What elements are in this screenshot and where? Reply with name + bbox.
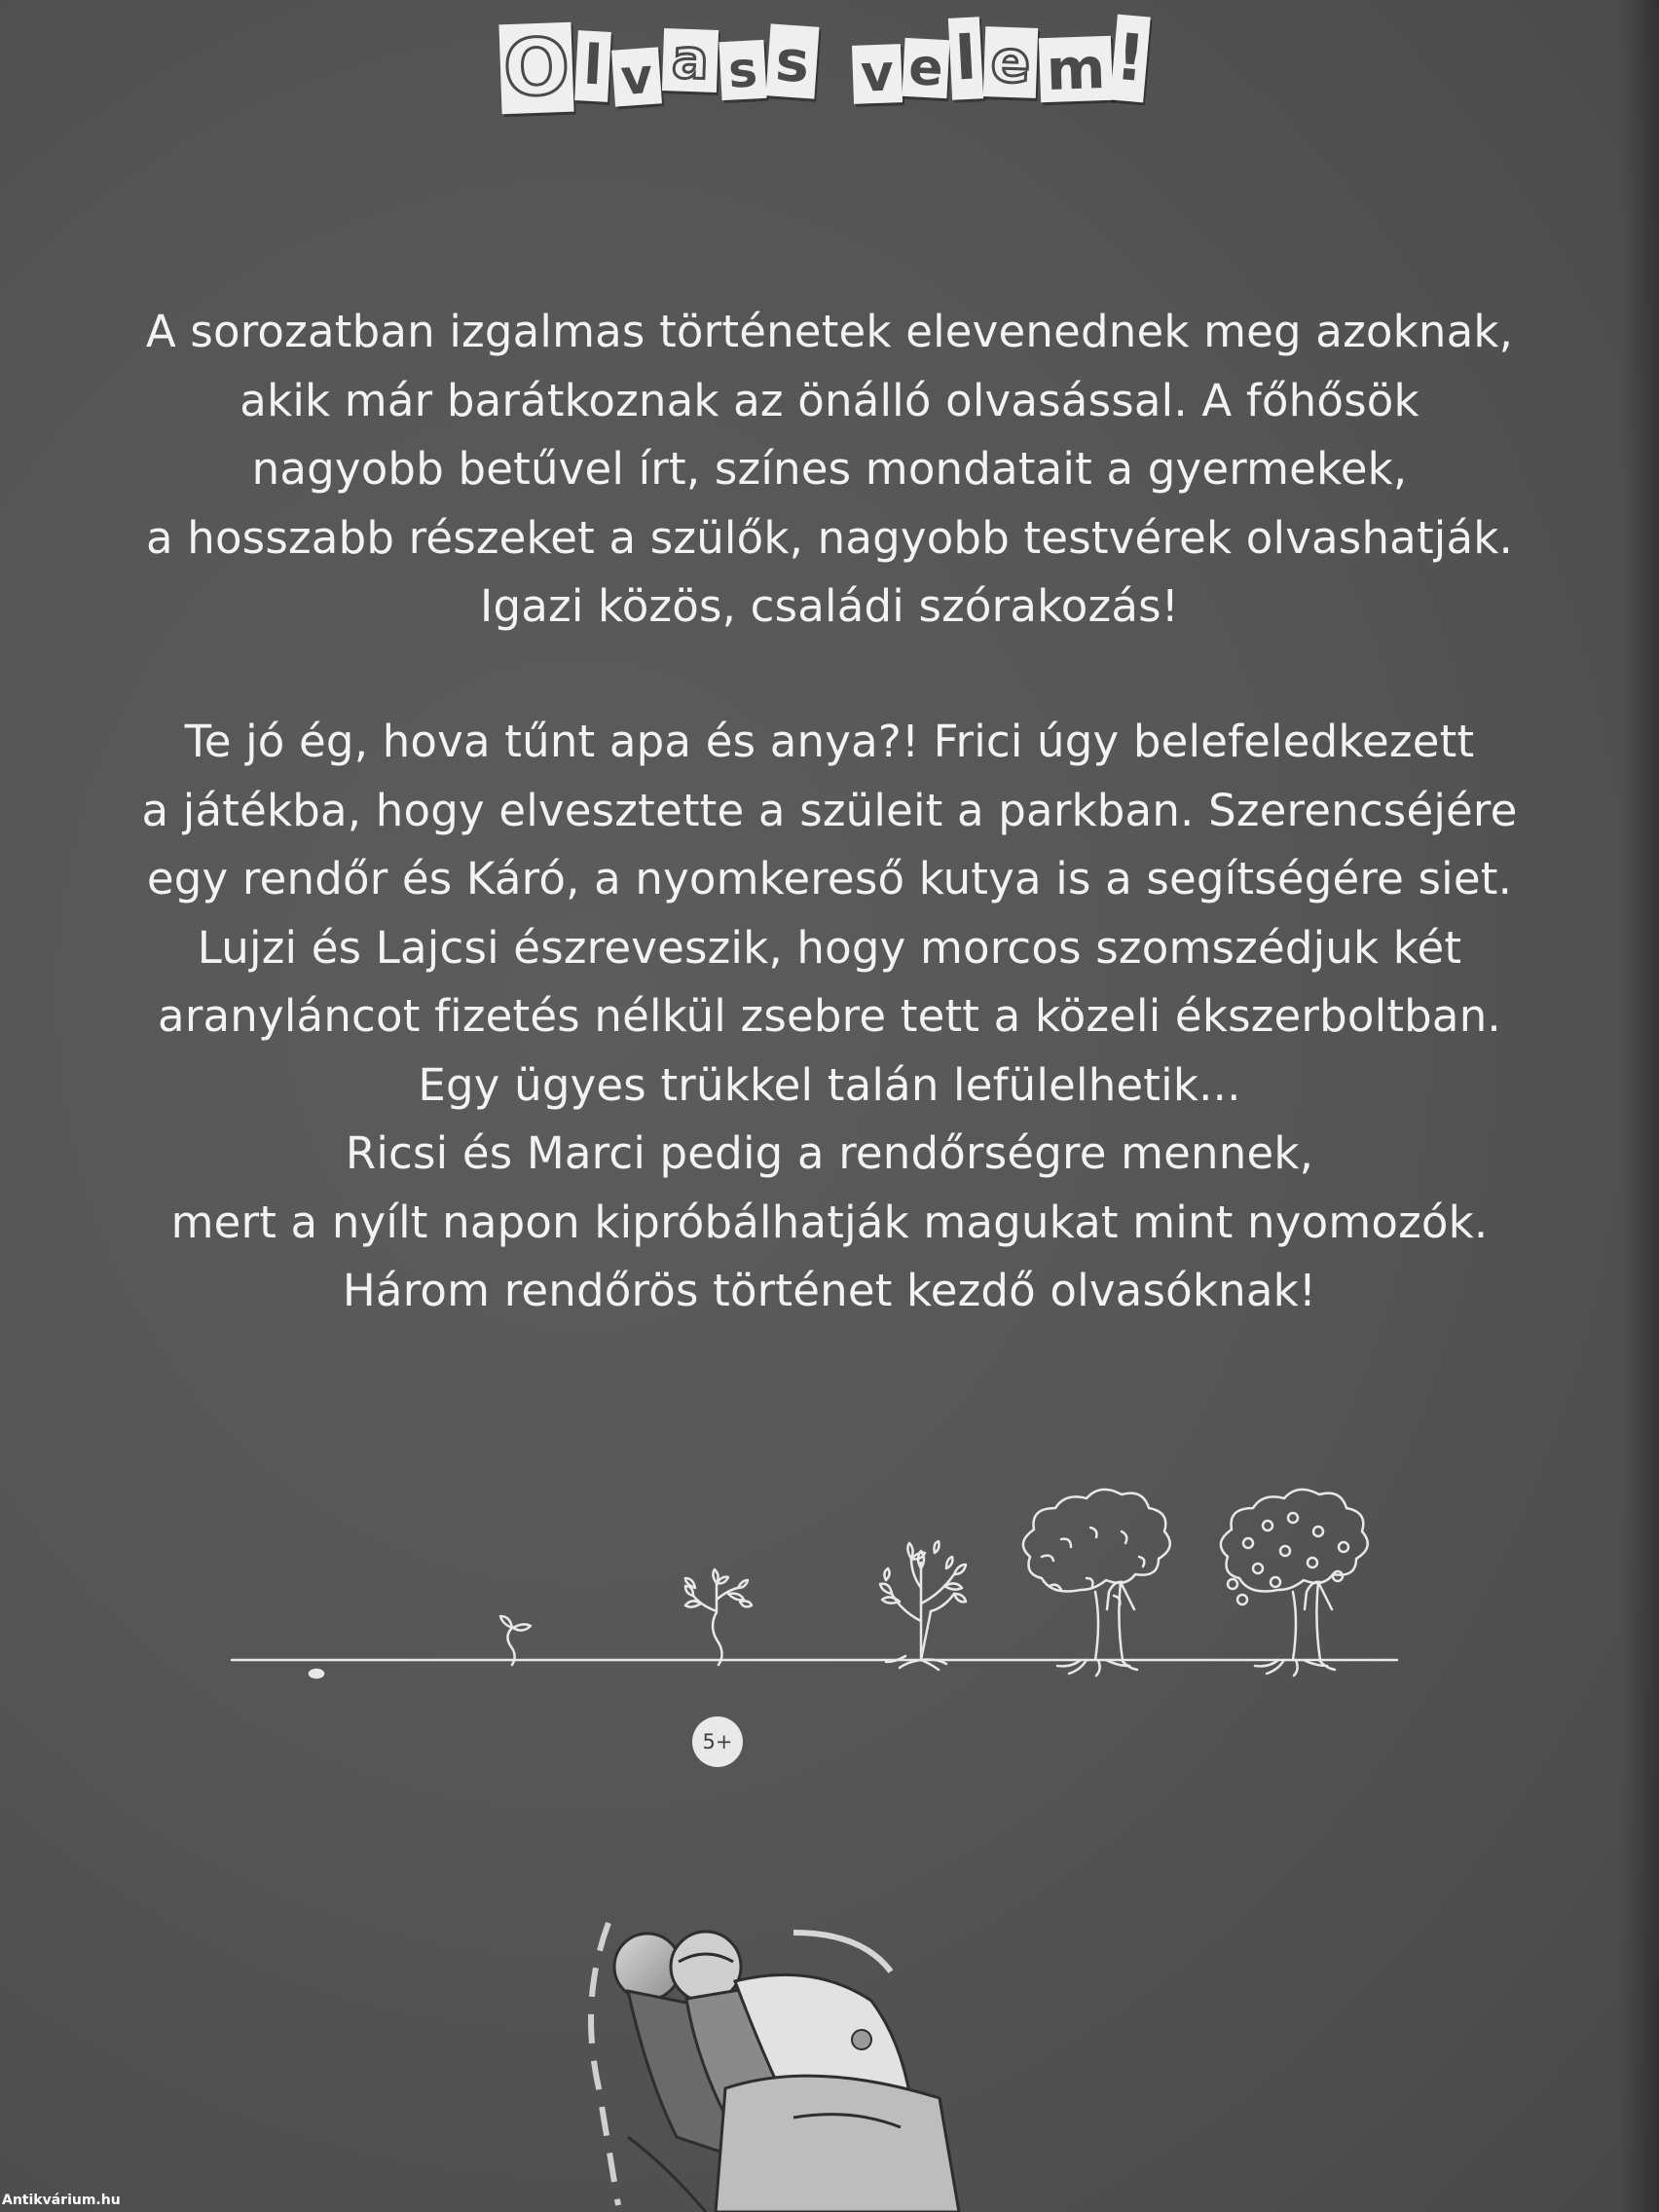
title-letter-tile: l <box>948 17 983 100</box>
text-line: aranyláncot fizetés nélkül zsebre tett a közeli ékszerboltban. <box>158 990 1501 1042</box>
text-line: a játékba, hogy elvesztette a szüleit a parkban. Szerencséjére <box>141 784 1518 836</box>
young-tree-icon <box>880 1541 966 1670</box>
title-letter-tile: l <box>574 30 611 102</box>
seedling-icon <box>685 1569 752 1665</box>
age-badge-label: 5+ <box>702 1730 733 1753</box>
seed-icon <box>310 1670 323 1677</box>
text-line: mert a nyílt napon kipróbálhatják magukat mint nyomozók. <box>170 1196 1489 1248</box>
fruit-tree-icon <box>1221 1490 1368 1676</box>
watermark: Antikvárium.hu <box>2 2193 121 2208</box>
title-letter-tile: s <box>719 40 766 100</box>
title-letter-tile: s <box>765 23 819 98</box>
text-line: A sorozatban izgalmas történetek elevenednek meg azoknak, <box>145 306 1514 357</box>
text-line: Te jó ég, hova tűnt apa és anya?! Frici úgy belefeledkezett <box>184 716 1475 767</box>
title-letter-tile: v <box>852 44 903 104</box>
title-letter-tile: O <box>498 22 573 115</box>
text-line: Egy ügyes trükkel talán lefülelhetik... <box>418 1058 1241 1111</box>
title-letter-tile: e <box>902 38 949 98</box>
text-line: Igazi közös, családi szórakozás! <box>480 580 1179 632</box>
title-letter-tile: v <box>611 47 662 106</box>
text-line: Lujzi és Lajcsi észreveszik, hogy morcos szomszédjuk két <box>197 921 1462 974</box>
police-motorcycle-illustration <box>570 1894 1017 2212</box>
text-line: egy rendőr és Káró, a nyomkereső kutya is a segítségére siet. <box>146 853 1513 904</box>
title-letter-tile: e <box>983 26 1038 98</box>
title-letter-tile: ! <box>1110 15 1151 103</box>
series-title <box>500 10 1162 127</box>
title-letter-tile: a <box>662 28 719 92</box>
text-line: nagyobb betűvel írt, színes mondatait a gyermekek, <box>251 443 1408 495</box>
text-line: Három rendőrös történet kezdő olvasóknak! <box>342 1265 1317 1316</box>
age-badge <box>692 1716 743 1767</box>
tree-icon <box>1023 1490 1170 1676</box>
book-description <box>0 708 1659 1326</box>
sprout-icon <box>500 1616 531 1665</box>
growth-stages-illustration <box>224 1475 1412 1699</box>
text-line: akik már barátkoznak az önálló olvasással. A főhősök <box>240 374 1419 426</box>
series-description <box>0 298 1659 642</box>
text-line: a hosszabb részeket a szülők, nagyobb testvérek olvashatják. <box>145 511 1514 564</box>
title-letter-tile: m <box>1039 36 1113 103</box>
text-line: Ricsi és Marci pedig a rendőrségre mennek, <box>345 1127 1314 1179</box>
